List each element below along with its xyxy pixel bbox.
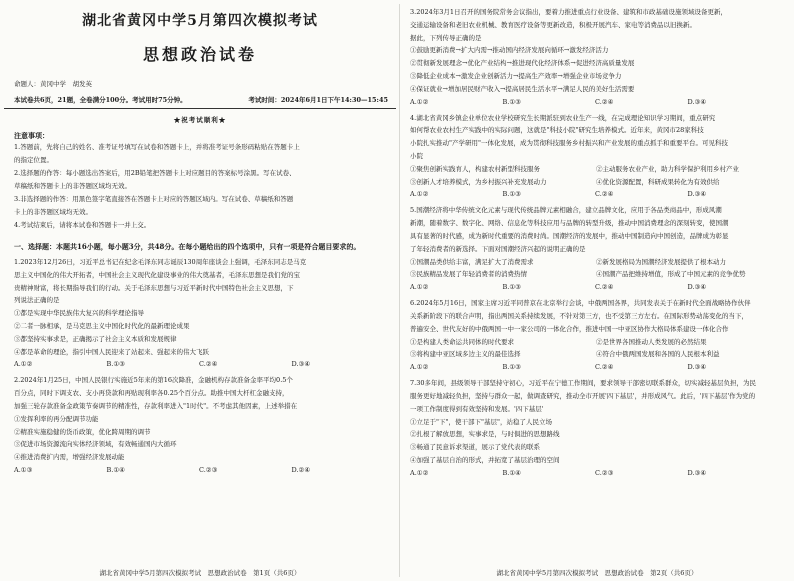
statement-option: ①都是实现中华民族伟大复兴的科学理论指导 — [14, 309, 144, 318]
answer-choices — [14, 464, 384, 477]
question-stem-line: 6.2024年5月16日，国家主席习近平同普京在北京举行会谈，中俄两国各界，共同发表关于在新时代全面战略协作伙伴 — [410, 299, 751, 308]
question-6 — [404, 297, 790, 374]
answer-choices — [410, 467, 780, 480]
statement-option: ②主动服务农业产业，助力科学保护利用乡村产业 — [596, 164, 739, 173]
statement-option: ③畅通了民意诉求渠道，展示了党代表的联系 — [410, 443, 540, 452]
statement-option: ①聚焦创新实践育人，构建农村新型科技服务 — [410, 164, 540, 173]
choice-b: B.①③ — [502, 190, 521, 199]
question-stem-line: 服务更好地减轻负担，坚持与群众一起，做调查研究，推动全市开展'四下基层'，并形成风气。此后，'四下基层'作为党的 — [410, 391, 756, 400]
statement-option: ①鼓励更新消费→扩大内需→推动国内经济发展向循环→激发经济活力 — [410, 46, 609, 55]
statement-option: ②是世界各国推动人类发展的必然结果 — [596, 337, 707, 346]
answer-choices — [410, 361, 780, 374]
question-stem-line: 贵精神财富，将长期指导我们的行动。关于毛泽东思想与习近平新时代中国特色社会主义思想，下 — [14, 283, 294, 292]
statement-option: ③促进市场资源流向实体经济领域，有效畅通国内大循环 — [14, 440, 177, 449]
statement-option-row — [410, 256, 782, 269]
choice-a: A.①② — [410, 363, 429, 372]
question-stem-line: 列说法正确的是 — [14, 296, 60, 305]
question-stem-line: 了年轻消费者的新选择。下面对国潮经济兴起的说明正确的是 — [410, 244, 586, 253]
question-stem-line: 具有显著的时代感，成为新时代重要的消费时尚。国潮经济的发展中，推动中国制造向中国创造，品牌成为彰显 — [410, 231, 729, 240]
question-1 — [4, 256, 396, 371]
note-line: 1.答题前，先将自己的姓名、准考证号填写在试卷和答题卡上，并将准考证号条形码粘贴在答题卡上 — [14, 143, 300, 151]
question-stem-line: 加强三轮存款准备金政策节奏调节的精准性，存款利率进入"1时代"。不考虑其他因素，上述举措在 — [14, 401, 298, 410]
answer-choices — [14, 358, 384, 371]
statement-option: ③民族精品发展了年轻消费者的消费热情 — [410, 270, 527, 279]
question-stem-line: 百分点，同时下调支农、支小再贷款和再贴现利率各0.25个百分点。助推中国大杆杠金融支持， — [14, 389, 289, 398]
question-5 — [404, 204, 790, 294]
choice-d: D.②④ — [291, 465, 311, 474]
question-2 — [4, 374, 396, 477]
statement-option: ②二者一脉相承，是马克思主义中国化时代化的最新理论成果 — [14, 321, 190, 330]
note-line: 的指定位置。 — [14, 156, 53, 164]
statement-option-row — [410, 163, 782, 176]
statement-option: ③将构建中亚区域多边主义的最佳选择 — [410, 350, 521, 359]
choice-c: C.②③ — [199, 465, 218, 474]
choice-c: C.②④ — [595, 283, 614, 292]
statement-option: ④推进消费扩内需，增强经济发展动能 — [14, 453, 125, 462]
note-line: 卡上的非答题区域均无效。 — [14, 208, 92, 216]
question-stem-line: 普遍安全、世代友好的中俄两国一中一家公司的一体化合作，推进中国一中亚区协作大格局体系建设一体化合作 — [410, 324, 729, 333]
note-line: 4.考试结束后，请将本试卷和答题卡一并上交。 — [14, 221, 151, 229]
choice-d: D.③④ — [687, 468, 707, 477]
choice-b: B.①④ — [502, 468, 521, 477]
choice-b: B.①③ — [502, 97, 521, 106]
choice-b: B.①④ — [106, 465, 125, 474]
choice-d: D.③④ — [687, 283, 707, 292]
page-footer: 湖北省黄冈中学5月第四次模拟考试 思想政治试卷 第1页（共6页） — [99, 569, 301, 577]
statement-option: ④优化资源配置，科研成果转化为有效供给 — [596, 177, 720, 186]
question-stem-line: 交通运输设备和老旧农业机械、教育医疗设备等更新改造，积极开展汽车、家电等消费品以旧换新。 — [410, 20, 696, 29]
statement-option: ①国潮品类供给丰富，满足扩大了消费需求 — [410, 257, 534, 266]
question-stem-line: 2.2024年1月25日，中国人民银行实施近5年来的第16次降准，金融机构存款准备金率平均0.5个 — [14, 376, 293, 385]
statement-option: ③都坚持实事求是，正确揭示了社会主义本质和发展规律 — [14, 334, 177, 343]
choice-b: B.①③ — [502, 363, 521, 372]
question-stem-line: 如何帮农业农村生产实践中的实际问题，这就是"科技小院"研究生培养模式。近年来，黄冈市28家科技 — [410, 126, 704, 135]
answer-choices — [410, 281, 780, 294]
question-7 — [404, 377, 790, 480]
statement-option-row — [410, 176, 782, 189]
choice-d: D.③④ — [687, 97, 707, 106]
choice-b: B.①③ — [106, 360, 125, 369]
statement-option: ④符合中俄两国发展和各国的人民根本利益 — [596, 350, 720, 359]
exam-info-left: 本试卷共6页，21题，全卷满分100分。考试用时75分钟。 — [14, 96, 187, 104]
choice-a: A.①② — [14, 360, 33, 369]
section-heading: 一、选择题：本题共16小题，每小题3分，共48分。在每小题给出的四个选项中，只有一项是符合题目要求的。 — [14, 242, 361, 251]
choice-c: C.②④ — [595, 363, 614, 372]
statement-option: ④都是革命的理论，指引中国人民迎来了站起来、强起来的伟大飞跃 — [14, 347, 209, 356]
exam-title: 湖北省黄冈中学5月第四次模拟考试 — [82, 13, 318, 29]
statement-option: ③创新人才培养模式，为乡村振兴补充发展动力 — [410, 177, 547, 186]
left-column — [4, 0, 396, 581]
question-stem-line: 小院扎实推动"产学研用"一体化发展，成为贯彻科技服务乡村振兴和产业发展的重点抓手和重要平台。可见科技 — [410, 139, 728, 148]
question-stem-line: 5.国潮经济将中华传统文化元素与现代传统品牌元素相融合，建立品牌文化，应用于各品类商品中，形成风潮 — [410, 206, 722, 215]
exam-subtitle: 思想政治试卷 — [142, 45, 257, 64]
choice-a: A.①③ — [14, 465, 33, 474]
question-stem-line: 新潮，随着数字、数字化、网络、信息化等科技应用与品牌的转型升级，推动中国消费理念的深刻转变，使国潮 — [410, 219, 729, 228]
choice-a: A.①② — [410, 190, 429, 199]
statement-option: ①发挥利率的再分配调节功能 — [14, 414, 99, 423]
statement-option-row — [410, 336, 782, 349]
statement-option: ④加强了基层自治的形式，并拓宽了基层治理的空间 — [410, 455, 560, 464]
choice-a: A.①② — [410, 97, 429, 106]
choice-a: A.①② — [410, 468, 429, 477]
question-stem-line: 小院 — [410, 151, 423, 160]
question-stem-line: 7.30多年间，县级领导干部坚持守初心，习近平在宁德工作期间，要求领导干部密切联系群众，切实减轻基层负担，为民 — [410, 379, 756, 388]
question-stem-line: 3.2024年3月1日召开的国务院常务会议指出，要着力推进重点行业设备、建筑和市政基础设施领域设备更新， — [410, 8, 728, 16]
choice-c: C.②④ — [595, 190, 614, 199]
statement-option: ②贯彻新发展理念→优化产业结构→推进现代化经济体系→促进经济高质量发展 — [410, 59, 635, 68]
choice-a: A.①② — [410, 283, 429, 292]
question-4 — [404, 112, 790, 202]
answer-choices — [410, 188, 780, 201]
note-line: 3.非选择题的作答：用黑色签字笔直接答在答题卡上对应的答题区域内。写在试卷、草稿纸和答题 — [14, 195, 294, 203]
statement-option: ①立足于"下"，使干部下"基层"，站稳了人民立场 — [410, 417, 552, 426]
statement-option: ③降低企业成本→激发企业创新活力→提高生产效率→增强企业市场竞争力 — [410, 71, 622, 80]
statement-option: ④保证就业→增加居民财产收入→提高居民生活水平→满足人民的美好生活需要 — [410, 84, 635, 93]
question-stem-line: 据此，下列传导正确的是 — [410, 33, 482, 42]
statement-option-row — [410, 348, 782, 361]
statement-option: ②新发展格局为国潮经济发展提供了根本动力 — [596, 257, 726, 266]
exam-info-bar — [4, 88, 396, 109]
exam-info-right: 考试时间：2024年6月1日下午14:30—15:45 — [248, 96, 388, 104]
question-stem-line: 关系新阶段下的联合声明，指出两国关系持续发展，不针对第三方，也不受第三方左右。在国际形势动荡变化的当下， — [410, 311, 748, 320]
choice-d: D.③④ — [687, 190, 707, 199]
choice-b: B.①③ — [502, 283, 521, 292]
note-line: 2.选择题的作答：每小题选出答案后，用2B铅笔把答题卡上对应题目的答案标号涂黑。写在试卷、 — [14, 169, 296, 177]
notes-list — [4, 141, 396, 232]
statement-option: ④国潮产品把维持增值，形成了中国元素的竞争优势 — [596, 270, 746, 279]
question-stem-line: 4.湖北省黄冈乡镇企业单位农业学校研究生长期派驻到农业生产一线，在完成理论知识学习期间，重点研究 — [410, 113, 716, 122]
question-stem-line: 1.2023年12月26日，习近平总书记在纪念毛泽东同志诞辰130周年座谈会上强调，毛泽东同志是马克 — [14, 258, 307, 266]
statement-option: ①是构建人类命运共同体的时代要求 — [410, 337, 514, 346]
question-3 — [404, 6, 790, 109]
notes-title: 注意事项： — [14, 131, 49, 140]
column-divider — [399, 4, 400, 577]
author-line: 命题人：黄冈中学 胡发英 — [14, 80, 92, 88]
page-footer: 湖北省黄冈中学5月第四次模拟考试 思想政治试卷 第2页（共6页） — [496, 569, 698, 577]
choice-d: D.③④ — [687, 363, 707, 372]
choice-c: C.②④ — [595, 97, 614, 106]
question-stem-line: 思主义中国化的伟大开拓者，中国社会主义现代化建设事业的伟大奠基者，毛泽东思想是我们党的宝 — [14, 270, 300, 279]
good-luck-banner: ★祝考试顺利★ — [173, 116, 227, 124]
choice-d: D.③④ — [291, 360, 311, 369]
statement-option: ②精准实施稳健的货币政策，优化跨周期的调节 — [14, 427, 151, 436]
question-stem-line: 一项工作制度得到有效坚持和发展。'四下基层' — [410, 404, 544, 413]
statement-option-row — [410, 268, 782, 281]
choice-c: C.②④ — [199, 360, 218, 369]
note-line: 草稿纸和答题卡上的非答题区域均无效。 — [14, 182, 131, 190]
answer-choices — [410, 96, 780, 109]
right-column — [404, 0, 790, 581]
choice-c: C.②③ — [595, 468, 614, 477]
statement-option: ②扎根了解放思想，实事求是，与时俱进的思想路线 — [410, 430, 560, 439]
